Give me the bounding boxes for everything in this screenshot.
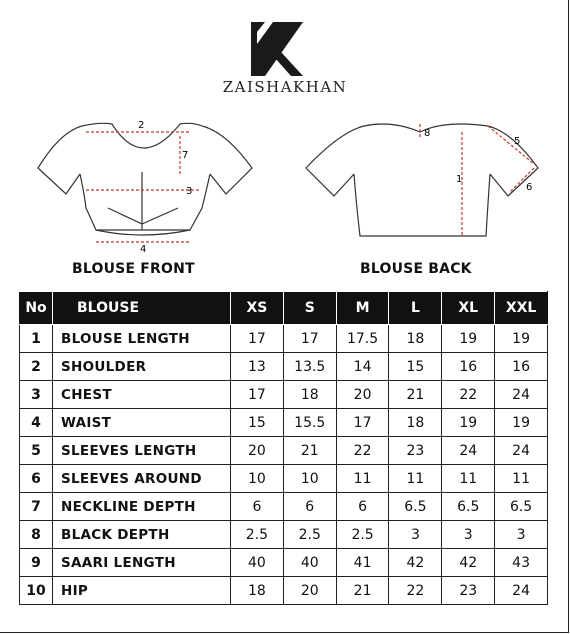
measurement-value: 10 bbox=[283, 465, 336, 493]
measurement-value: 21 bbox=[389, 381, 442, 409]
header-blouse: BLOUSE bbox=[53, 292, 231, 325]
measurement-value: 24 bbox=[495, 577, 548, 605]
measurement-value: 43 bbox=[495, 549, 548, 577]
size-chart-table bbox=[19, 291, 548, 605]
blouse-back-diagram bbox=[302, 112, 542, 262]
measurement-value: 17 bbox=[231, 381, 284, 409]
measurement-value: 2.5 bbox=[231, 521, 284, 549]
header-size-xxl: XXL bbox=[495, 292, 548, 325]
measurement-value: 18 bbox=[389, 325, 442, 353]
measurement-name: SAARI LENGTH bbox=[53, 549, 231, 577]
table-row bbox=[20, 381, 548, 409]
measurement-name: BLOUSE LENGTH bbox=[53, 325, 231, 353]
measurement-value: 23 bbox=[442, 577, 495, 605]
brand-name: ZAISHAKHAN bbox=[222, 78, 348, 96]
measurement-value: 21 bbox=[336, 577, 389, 605]
row-number: 6 bbox=[20, 465, 53, 493]
measurement-value: 22 bbox=[389, 577, 442, 605]
table-row bbox=[20, 353, 548, 381]
measurement-value: 2.5 bbox=[336, 521, 389, 549]
row-number: 7 bbox=[20, 493, 53, 521]
measurement-value: 15.5 bbox=[283, 409, 336, 437]
measurement-value: 15 bbox=[231, 409, 284, 437]
back-mark-1: 1 bbox=[456, 174, 463, 185]
measurement-value: 17 bbox=[231, 325, 284, 353]
measurement-value: 20 bbox=[336, 381, 389, 409]
row-number: 4 bbox=[20, 409, 53, 437]
table-header-row bbox=[20, 292, 548, 325]
measurement-value: 18 bbox=[389, 409, 442, 437]
measurement-value: 17 bbox=[283, 325, 336, 353]
back-mark-5: 5 bbox=[514, 136, 521, 147]
blouse-back-caption: BLOUSE BACK bbox=[360, 261, 472, 277]
measurement-value: 42 bbox=[389, 549, 442, 577]
measurement-name: SHOULDER bbox=[53, 353, 231, 381]
measurement-value: 6.5 bbox=[495, 493, 548, 521]
measurement-value: 20 bbox=[283, 577, 336, 605]
header-size-m: M bbox=[336, 292, 389, 325]
measurement-name: HIP bbox=[53, 577, 231, 605]
measurement-value: 11 bbox=[389, 465, 442, 493]
front-mark-4: 4 bbox=[140, 244, 147, 255]
measurement-value: 20 bbox=[231, 437, 284, 465]
front-mark-3: 3 bbox=[186, 186, 193, 197]
measurement-value: 24 bbox=[442, 437, 495, 465]
measurement-value: 11 bbox=[336, 465, 389, 493]
measurement-value: 22 bbox=[442, 381, 495, 409]
measurement-name: CHEST bbox=[53, 381, 231, 409]
measurement-name: BLACK DEPTH bbox=[53, 521, 231, 549]
measurement-value: 19 bbox=[495, 409, 548, 437]
measurement-name: SLEEVES LENGTH bbox=[53, 437, 231, 465]
header-size-l: L bbox=[389, 292, 442, 325]
measurement-value: 2.5 bbox=[283, 521, 336, 549]
measurement-value: 24 bbox=[495, 437, 548, 465]
measurement-value: 10 bbox=[231, 465, 284, 493]
row-number: 1 bbox=[20, 325, 53, 353]
measurement-value: 16 bbox=[442, 353, 495, 381]
row-number: 8 bbox=[20, 521, 53, 549]
measurement-value: 21 bbox=[283, 437, 336, 465]
measurement-value: 3 bbox=[442, 521, 495, 549]
measurement-value: 15 bbox=[389, 353, 442, 381]
row-number: 10 bbox=[20, 577, 53, 605]
measurement-value: 6 bbox=[283, 493, 336, 521]
table-row bbox=[20, 325, 548, 353]
measurement-value: 6 bbox=[231, 493, 284, 521]
table-row bbox=[20, 549, 548, 577]
measurement-value: 17 bbox=[336, 409, 389, 437]
header-no: No bbox=[20, 292, 53, 325]
measurement-value: 13.5 bbox=[283, 353, 336, 381]
blouse-front-diagram bbox=[30, 112, 262, 262]
measurement-value: 14 bbox=[336, 353, 389, 381]
measurement-value: 19 bbox=[442, 409, 495, 437]
table-row bbox=[20, 521, 548, 549]
measurement-value: 23 bbox=[389, 437, 442, 465]
measurement-value: 40 bbox=[283, 549, 336, 577]
measurement-value: 3 bbox=[389, 521, 442, 549]
header-size-xl: XL bbox=[442, 292, 495, 325]
measurement-value: 40 bbox=[231, 549, 284, 577]
measurement-value: 16 bbox=[495, 353, 548, 381]
table-row bbox=[20, 493, 548, 521]
measurement-value: 11 bbox=[495, 465, 548, 493]
measurement-value: 6.5 bbox=[442, 493, 495, 521]
measurement-value: 18 bbox=[231, 577, 284, 605]
measurement-value: 13 bbox=[231, 353, 284, 381]
measurement-name: WAIST bbox=[53, 409, 231, 437]
header-size-s: S bbox=[283, 292, 336, 325]
measurement-value: 19 bbox=[495, 325, 548, 353]
table-row bbox=[20, 577, 548, 605]
table-row bbox=[20, 465, 548, 493]
measurement-value: 6 bbox=[336, 493, 389, 521]
row-number: 9 bbox=[20, 549, 53, 577]
table-row bbox=[20, 409, 548, 437]
measurement-value: 19 bbox=[442, 325, 495, 353]
front-mark-2: 2 bbox=[138, 120, 145, 131]
blouse-front-caption: BLOUSE FRONT bbox=[72, 261, 195, 277]
measurement-name: SLEEVES AROUND bbox=[53, 465, 231, 493]
measurement-value: 24 bbox=[495, 381, 548, 409]
measurement-value: 6.5 bbox=[389, 493, 442, 521]
brand-logo bbox=[247, 18, 307, 80]
measurement-value: 17.5 bbox=[336, 325, 389, 353]
measurement-value: 18 bbox=[283, 381, 336, 409]
measurement-name: NECKLINE DEPTH bbox=[53, 493, 231, 521]
measurement-value: 3 bbox=[495, 521, 548, 549]
row-number: 5 bbox=[20, 437, 53, 465]
measurement-value: 41 bbox=[336, 549, 389, 577]
back-mark-8: 8 bbox=[424, 128, 431, 139]
measurement-value: 11 bbox=[442, 465, 495, 493]
row-number: 2 bbox=[20, 353, 53, 381]
table-row bbox=[20, 437, 548, 465]
row-number: 3 bbox=[20, 381, 53, 409]
front-mark-7: 7 bbox=[182, 150, 189, 161]
back-mark-6: 6 bbox=[526, 182, 533, 193]
measurement-value: 22 bbox=[336, 437, 389, 465]
measurement-value: 42 bbox=[442, 549, 495, 577]
header-size-xs: XS bbox=[231, 292, 284, 325]
